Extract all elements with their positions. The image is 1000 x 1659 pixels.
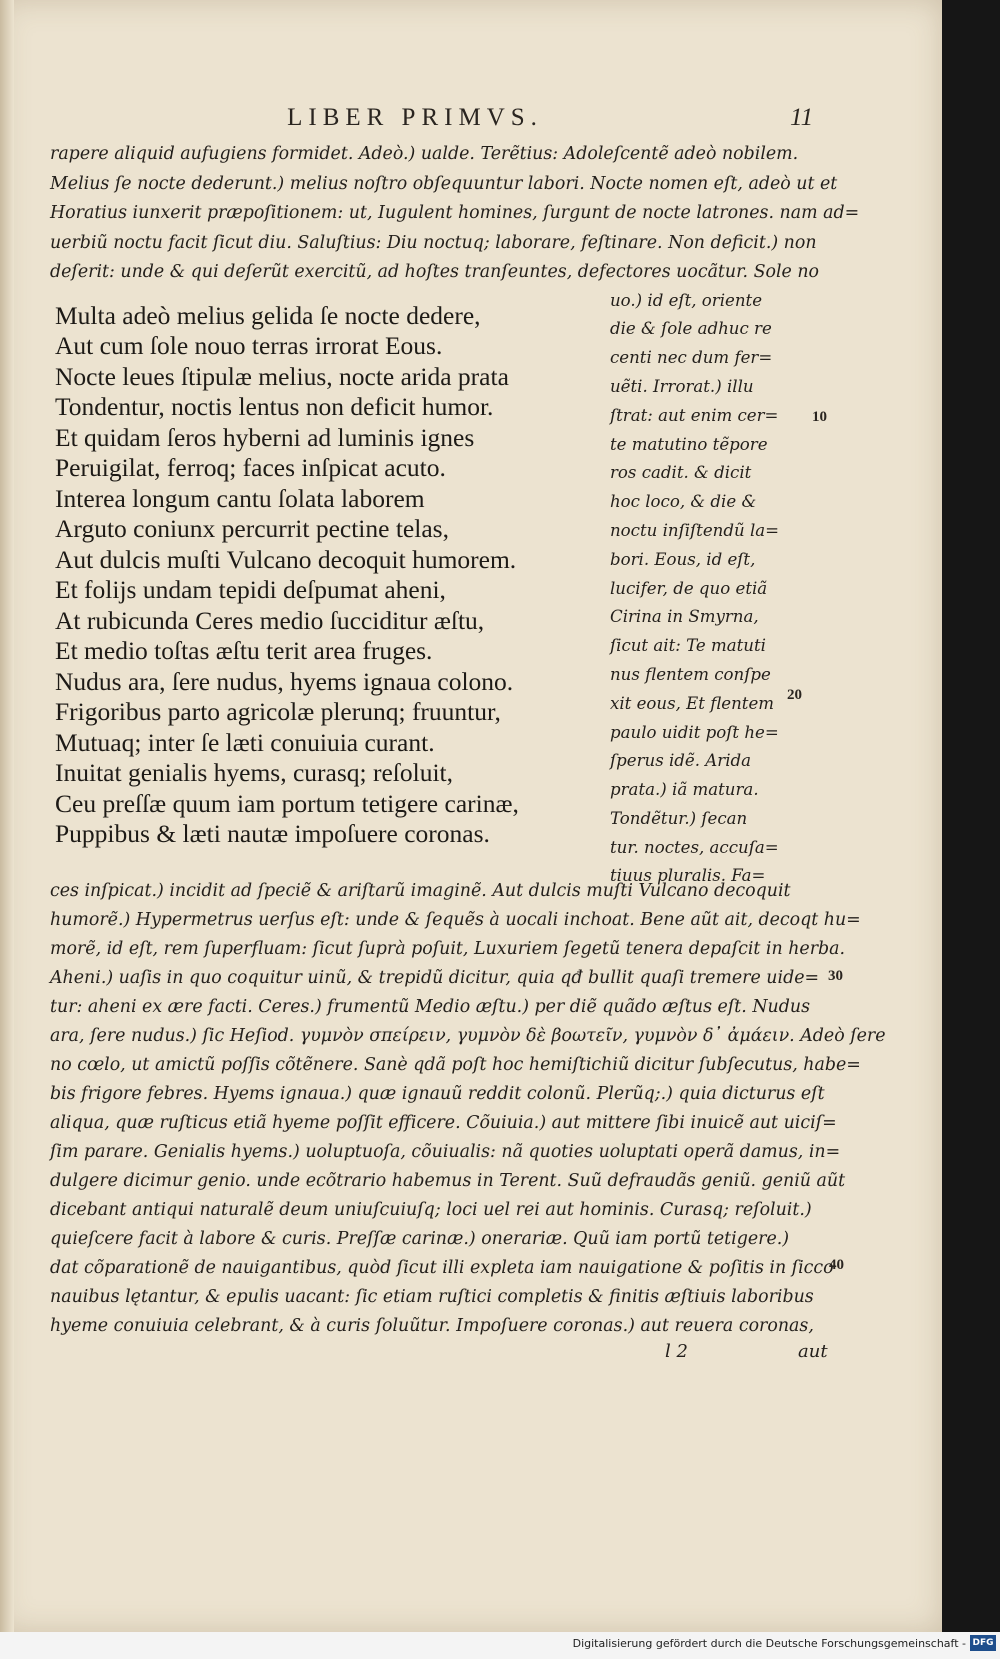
gloss-line: centi nec dum fer= [610, 348, 773, 367]
gloss-line: ſicut ait: Te matuti [610, 636, 766, 655]
verse-line: At rubicunda Ceres medio ſucciditur æſtu, [55, 606, 485, 635]
verse-line: Ceu preſſæ quum iam portum tetigere carinæ, [55, 789, 519, 818]
catchword: aut [798, 1341, 828, 1362]
verse-line: Peruigilat, ferroq; faces inſpicat acuto. [55, 453, 446, 482]
line-number: 30 [828, 968, 843, 984]
gloss-line: xit eous, Et flentem [610, 694, 775, 713]
commentary-line: Horatius iunxerit præpoſitionem: ut, Iugulent homines, ſurgunt de nocte latrones. nam ad= [50, 203, 860, 223]
dfg-logo: DFG [970, 1635, 996, 1651]
gloss-line: noctu inſiſtendũ la= [610, 521, 780, 540]
commentary-line: ces inſpicat.) incidit ad ſpeciẽ & ariſtarũ imaginẽ. Aut dulcis muſti Vulcano decoquit [50, 881, 791, 901]
line-number: 40 [829, 1257, 844, 1273]
verse-line: Tondentur, noctis lentus non deficit humor. [55, 392, 494, 421]
commentary-line: aliqua, quæ ruſticus etiã hyeme poſſit efficere. Cõuiuia.) aut mittere ſibi inuicẽ aut uiciſ= [50, 1113, 837, 1133]
gloss-line: tur. noctes, accuſa= [610, 838, 779, 857]
commentary-line: uerbiũ noctu facit ſicut diu. Saluſtius: Diu noctuq; laborare, feſtinare. Non deficit.) non [50, 233, 817, 253]
gloss-line: Cirina in Smyrna, [610, 607, 759, 626]
gloss-line: ſtrat: aut enim cer= [610, 406, 779, 425]
commentary-line: Aheni.) uaſis in quo coquitur uinũ, & trepidũ dicitur, quia qđ bullit quaſi tremere uide= [50, 968, 820, 988]
gloss-line: paulo uidit poſt he= [610, 723, 779, 742]
gloss-line: bori. Eous, id eſt, [610, 550, 756, 569]
footer-credit: Digitalisierung gefördert durch die Deutsche Forschungsgemeinschaft - [572, 1637, 966, 1650]
commentary-line: dicebant antiqui naturalẽ deum uniuſcuiuſq; loci uel rei aut hominis. Curasq; reſoluit.) [50, 1200, 812, 1220]
verse-line: Mutuaq; inter ſe læti conuiuia curant. [55, 728, 435, 757]
gloss-line: lucifer, de quo etiã [610, 579, 768, 598]
verse-line: Et quidam ſeros hyberni ad luminis ignes [55, 423, 475, 452]
verse-line: Et medio toſtas æſtu terit area fruges. [55, 636, 433, 665]
gutter-shadow [0, 0, 14, 1632]
verse-line: Arguto coniunx percurrit pectine telas, [55, 514, 449, 543]
gloss-line: uẽti. Irrorat.) illu [610, 377, 754, 396]
gloss-line: ſperus idẽ. Arida [610, 751, 752, 770]
commentary-line: hyeme conuiuia celebrant, & à curis ſoluũtur. Impoſuere coronas.) aut reuera coronas, [50, 1316, 814, 1336]
line-number: 20 [787, 687, 802, 703]
verse-line: Puppibus & læti nautæ impoſuere coronas. [55, 819, 490, 848]
scan-background [942, 0, 1000, 1632]
signature-mark: l 2 [665, 1341, 688, 1362]
verse-line: Et folijs undam tepidi deſpumat aheni, [55, 575, 446, 604]
commentary-line: ſim parare. Genialis hyems.) uoluptuoſa, cõuiualis: nã quoties uoluptati operã damus, in= [50, 1142, 841, 1162]
gloss-line: die & ſole adhuc re [610, 319, 772, 338]
line-number: 10 [812, 409, 827, 425]
folio-number: 11 [790, 104, 814, 131]
verse-line: Aut dulcis muſti Vulcano decoquit humorem. [55, 545, 517, 574]
commentary-line: no cœlo, ut amictũ poſſis cõtẽnere. Sanè qdã poſt hoc hemiſtichiũ dicitur ſubſecutus, habe= [50, 1055, 861, 1075]
commentary-line: rapere aliquid aufugiens formidet. Adeò.) ualde. Terẽtius: Adoleſcentẽ adeò nobilem. [50, 144, 799, 164]
commentary-line: dat cõparationẽ de nauigantibus, quòd ſicut illi expleta iam nauigatione & poſitis in ſicco [50, 1258, 834, 1278]
commentary-line: tur: aheni ex ære facti. Ceres.) frumentũ Medio æſtu.) per diẽ quãdo æſtus eſt. Nudus [50, 997, 810, 1017]
verse-line: Frigoribus parto agricolæ plerunq; fruuntur, [55, 697, 501, 726]
commentary-line: dulgere dicimur genio. unde ecõtrario habemus in Terent. Suũ defraudãs geniũ. geniũ aũt [50, 1171, 846, 1191]
commentary-line: deſerit: unde & qui deſerũt exercitũ, ad hoſtes tranſeuntes, defectores uocãtur. Sole no [50, 262, 820, 282]
verse-line: Inuitat genialis hyems, curasq; reſoluit, [55, 758, 453, 787]
gloss-line: Tondẽtur.) ſecan [610, 809, 748, 828]
gloss-line: ros cadit. & dicit [610, 463, 752, 482]
gloss-line: prata.) iã matura. [610, 780, 759, 799]
gloss-line: nus flentem conſpe [610, 665, 771, 684]
verse-line: Aut cum ſole nouo terras irrorat Eous. [55, 331, 443, 360]
verse-line: Nudus ara, ſere nudus, hyems ignaua colono. [55, 667, 514, 696]
gloss-line: te matutino tẽpore [610, 435, 768, 454]
verse-line: Nocte leues ſtipulæ melius, nocte arida prata [55, 362, 509, 391]
gloss-line: hoc loco, & die & [610, 492, 757, 511]
gloss-line: tiuus pluralis. Fa= [610, 866, 766, 885]
commentary-line: nauibus lętantur, & epulis uacant: ſic etiam ruſtici completis & finitis æſtiuis laboribus [50, 1287, 814, 1307]
running-title: LIBER PRIMVS. [287, 104, 543, 131]
commentary-line: morẽ, id eſt, rem ſuperfluam: ſicut ſuprà poſuit, Luxuriem ſegetũ tenera depaſcit in herba. [50, 939, 846, 959]
gloss-line: uo.) id eſt, oriente [610, 291, 763, 310]
commentary-line: ara, ſere nudus.) ſic Heſiod. γυμνὸν σπείρειν, γυμνὸν δὲ βοωτεῖν, γυμνὸν δ᾽ ἀμάειν. Adeò ſere [50, 1026, 886, 1046]
verse-line: Multa adeò melius gelida ſe nocte dedere, [55, 301, 481, 330]
commentary-line: humorẽ.) Hypermetrus uerſus eſt: unde & ſequẽs à uocali inchoat. Bene aũt ait, decoqt hu= [50, 910, 861, 930]
commentary-line: Melius ſe nocte dederunt.) melius noſtro obſequuntur labori. Nocte nomen eſt, adeò ut et [50, 174, 838, 194]
commentary-line: bis frigore febres. Hyems ignaua.) quæ ignauũ reddit colonũ. Plerũq;.) quia dicturus eſt [50, 1084, 825, 1104]
commentary-line: quieſcere facit à labore & curis. Preſſæ carinæ.) onerariæ. Quũ iam portũ tetigere.) [50, 1229, 790, 1249]
verse-line: Interea longum cantu ſolata laborem [55, 484, 425, 513]
